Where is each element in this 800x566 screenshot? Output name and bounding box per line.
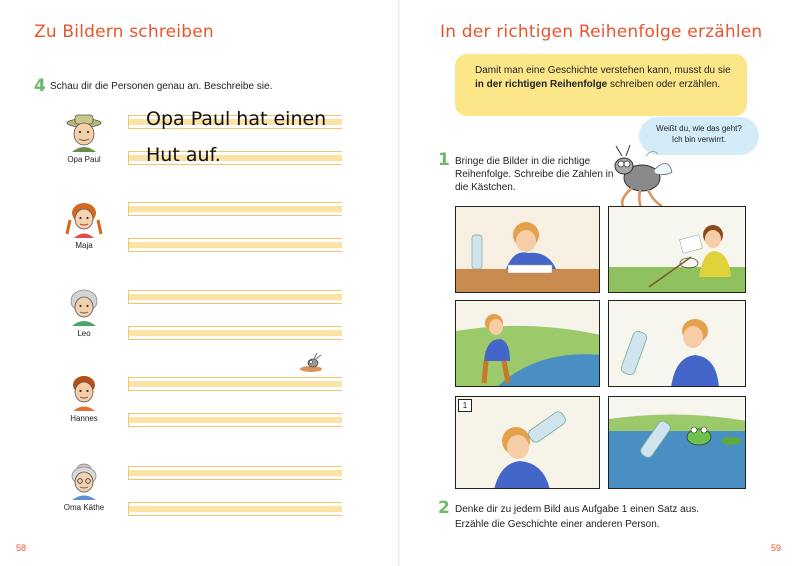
person-name: Hannes	[70, 414, 98, 423]
writing-line[interactable]	[128, 108, 342, 130]
page-number-right: 59	[771, 543, 782, 553]
info-text-after: schreiben oder erzählen.	[607, 79, 721, 90]
person-hannes	[59, 371, 109, 423]
person-opa-paul	[59, 112, 109, 164]
grandpa-with-hat-icon	[64, 112, 104, 152]
right-page-title: In der richtigen Reihenfolge erzählen	[440, 22, 763, 42]
grandma-with-glasses-icon	[64, 460, 104, 500]
person-maja	[59, 198, 109, 250]
task-2-number: 2	[438, 498, 450, 518]
person-oma-kaethe	[59, 460, 109, 512]
info-text-bold: in der richtigen Reihenfolge	[475, 79, 608, 90]
picture-boy-throwing-bottle	[455, 300, 600, 387]
person-name: Oma Käthe	[63, 503, 105, 512]
writing-line[interactable]	[128, 326, 342, 340]
info-text-before: Damit man eine Geschichte verstehen kann, musst du sie	[475, 65, 731, 76]
writing-line[interactable]	[128, 377, 342, 391]
task-2-line-2: Erzähle die Geschichte einer anderen Person.	[455, 519, 660, 530]
picture-boy-drinking	[455, 396, 600, 489]
girl-with-braids-icon	[64, 198, 104, 238]
picture-number-box[interactable]: 1	[458, 399, 472, 412]
picture-boy-holding-bottle	[608, 300, 746, 387]
bubble-line-1: Weißt du, wie das geht?	[656, 124, 742, 133]
writing-line[interactable]	[128, 413, 342, 427]
handwriting-text: Opa Paul hat einen	[146, 108, 327, 130]
task-2-line-1: Denke dir zu jedem Bild aus Aufgabe 1 einen Satz aus.	[455, 504, 700, 515]
writing-line[interactable]	[128, 238, 342, 252]
writing-line[interactable]	[128, 502, 342, 516]
person-leo	[59, 286, 109, 338]
boy-icon	[64, 371, 104, 411]
bubble-line-2: Ich bin verwirrt.	[671, 135, 727, 144]
task-1-number: 1	[438, 150, 450, 170]
person-name: Maja	[75, 241, 93, 250]
writing-line[interactable]	[128, 466, 342, 480]
picture-boy-writing-letter	[455, 206, 600, 293]
person-name: Leo	[77, 329, 91, 338]
bee-mascot-icon	[296, 352, 326, 374]
picture-girl-with-fishing-net	[608, 206, 746, 293]
left-page-title: Zu Bildern schreiben	[34, 22, 214, 42]
writing-lines-maja[interactable]	[128, 202, 342, 274]
writing-line[interactable]	[128, 144, 342, 166]
task-1-text: Bringe die Bilder in die richtige Reihenfolge. Schreibe die Zahlen in die Kästchen.	[455, 156, 614, 193]
writing-lines-opa-paul[interactable]	[128, 108, 342, 187]
task-4-number: 4	[34, 76, 46, 96]
handwriting-text: Hut auf.	[146, 144, 221, 166]
writing-line[interactable]	[128, 290, 342, 304]
task-4-text: Schau dir die Personen genau an. Beschreibe sie.	[50, 81, 273, 92]
writing-lines-oma-kaethe[interactable]	[128, 466, 342, 538]
picture-bottle-in-water-with-frog	[608, 396, 746, 489]
person-name: Opa Paul	[67, 155, 101, 164]
writing-line[interactable]	[128, 202, 342, 216]
page-number-left: 58	[16, 543, 27, 553]
writing-lines-hannes[interactable]	[128, 377, 342, 449]
info-box	[455, 54, 747, 116]
grey-haired-man-icon	[64, 286, 104, 326]
